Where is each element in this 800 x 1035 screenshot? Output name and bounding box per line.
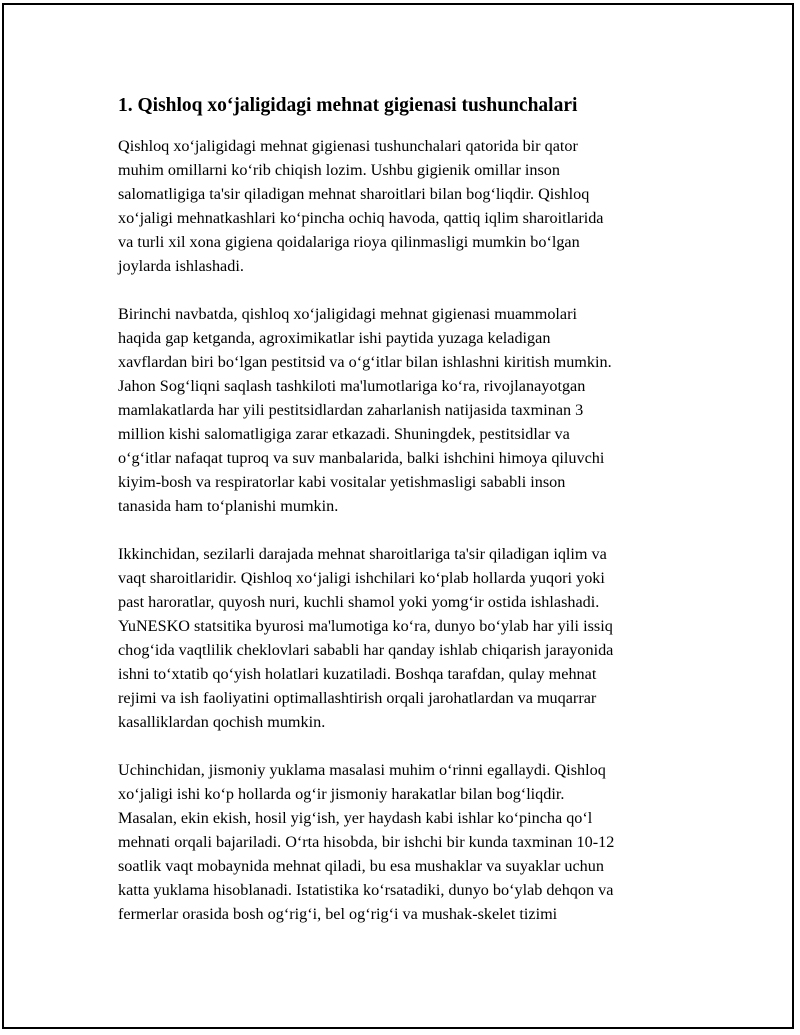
- paragraph-pesticides: Birinchi navbatda, qishloq xo‘jaligidagi mehnat gigienasi muammolari haqida gap ketganda, agroximikatlar ishi paytida yuzaga keladigan xavflardan biri bo‘lgan pestitsid va o‘g‘itlar bilan ishlashni kiritish mumkin. Jahon Sog‘liqni saqlash tashkiloti ma'lumotlariga ko‘ra, rivojlanayotgan mamlakatlarda har yili pestitsidlardan zaharlanish natijasida taxminan 3 million kishi salomatligiga zarar etkazadi. Shuningdek, pestitsidlar va o‘g‘itlar nafaqat tuproq va suv manbalarida, balki ishchini himoya qiluvchi kiyim-bosh va respiratorlar kabi vositalar yetishmasligi sababli inson tanasida ham to‘planishi mumkin.: [118, 305, 612, 515]
- paragraph-intro: Qishloq xo‘jaligidagi mehnat gigienasi tushunchalari qatorida bir qator muhim omillarni ko‘rib chiqish lozim. Ushbu gigienik omillar inson salomatligiga ta'sir qiladigan mehnat sharoitlari bilan bog‘liqdir. Qishloq xo‘jaligi mehnatkashlari ko‘pincha ochiq havoda, qattiq iqlim sharoitlarida va turli xil xona gigiena qoidalariga rioya qilinmasligi mumkin bo‘lgan joylarda ishlashadi.: [118, 137, 604, 275]
- paragraph-climate: Ikkinchidan, sezilarli darajada mehnat sharoitlariga ta'sir qiladigan iqlim va vaqt sharoitlaridir. Qishloq xo‘jaligi ishchilari ko‘plab hollarda yuqori yoki past haroratlar, quyosh nuri, kuchli shamol yoki yomg‘ir ostida ishlashadi. YuNESKO statsitika byurosi ma'lumotiga ko‘ra, dunyo bo‘ylab har yili issiq chog‘ida vaqtlilik cheklovlari sababli har qanday ishlab chiqarish jarayonida ishni to‘xtatib qo‘yish holatlari kuzatiladi. Boshqa tarafdan, qulay mehnat rejimi va ish faoliyatini optimallashtirish orqali jarohatlardan va muqarrar kasalliklardan qochish mumkin.: [118, 545, 614, 731]
- paragraph-physical-load: Uchinchidan, jismoniy yuklama masalasi muhim o‘rinni egallaydi. Qishloq xo‘jaligi ishi ko‘p hollarda og‘ir jismoniy harakatlar bilan bog‘liqdir. Masalan, ekin ekish, hosil yig‘ish, yer haydash kabi ishlar ko‘pincha qo‘l mehnati orqali bajariladi. O‘rta hisobda, bir ishchi bir kunda taxminan 10-12 soatlik vaqt mobaynida mehnat qiladi, bu esa mushaklar va suyaklar uchun katta yuklama hisoblanadi. Istatistika ko‘rsatadiki, dunyo bo‘ylab dehqon va fermerlar orasida bosh og‘rig‘i, bel og‘rig‘i va mushak-skelet tizimi: [118, 761, 615, 923]
- section-heading: 1. Qishloq xo‘jaligidagi mehnat gigienasi tushunchalari: [118, 95, 578, 116]
- document-body: [118, 92, 678, 950]
